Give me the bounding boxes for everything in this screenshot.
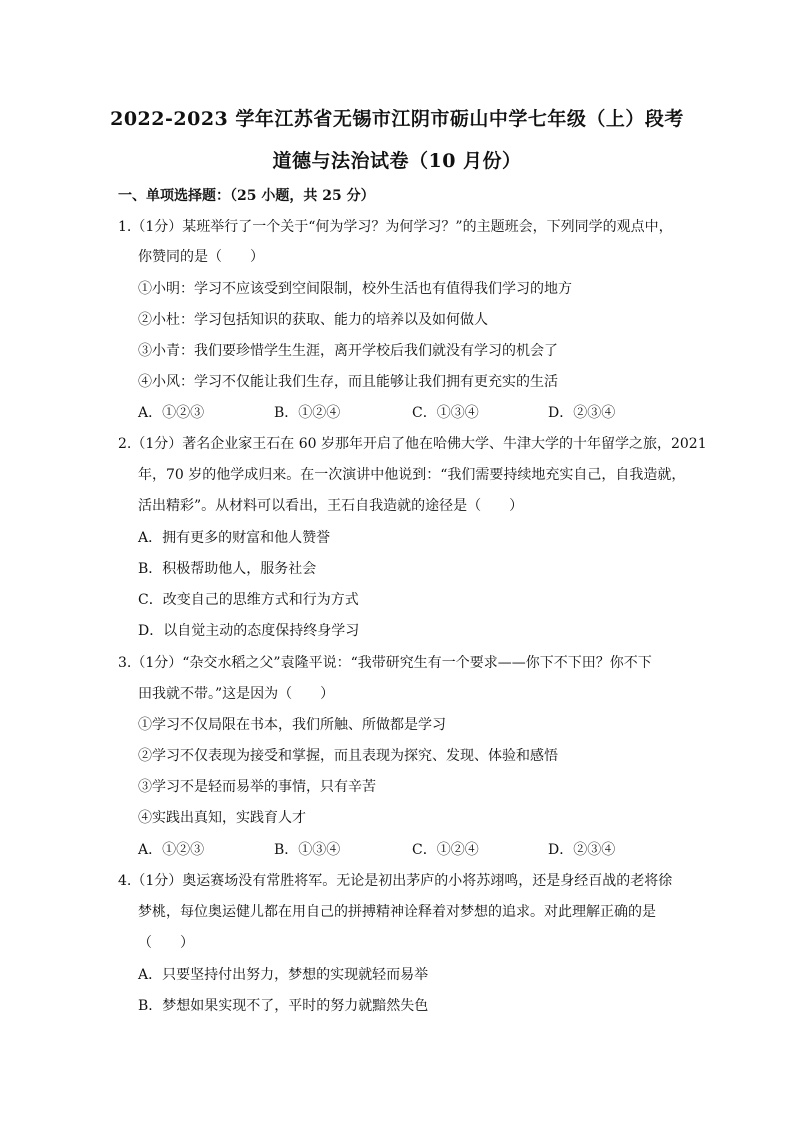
- question-2-stem-cont-1: 年，70 岁的他学成归来。在一次演讲中他说到：“我们需要持续地充实自己，自我造就，: [138, 467, 686, 483]
- exam-title-line2: 道德与法治试卷（10 月份）: [272, 150, 522, 172]
- question-3-option-a: A．①②③: [138, 842, 205, 858]
- question-3-option-b: B．①③④: [274, 842, 341, 858]
- question-3-statement-3: ③学习不是轻而易举的事情，只有辛苦: [138, 779, 376, 795]
- question-1-option-b: B．①②④: [274, 405, 341, 421]
- question-4-stem-cont-1: 梦桃，每位奥运健儿都在用自己的拼搏精神诠释着对梦想的追求。对此理解正确的是: [138, 904, 656, 920]
- question-2-option-c: C．改变自己的思维方式和行为方式: [138, 592, 359, 608]
- question-3-option-c: C．①②④: [412, 842, 479, 858]
- question-4-stem: 4.（1分）奥运赛场没有常胜将军。无论是初出茅庐的小将苏翊鸣，还是身经百战的老将徐: [118, 873, 673, 889]
- question-3-statement-1: ①学习不仅局限在书本，我们所触、所做都是学习: [138, 717, 446, 733]
- question-4-stem-cont-2: （ ）: [138, 935, 194, 951]
- question-1-option-a: A．①②③: [138, 405, 205, 421]
- section-heading: 一、单项选择题：（25 小题，共 25 分）: [118, 188, 375, 204]
- question-1-statement-1: ①小明：学习不应该受到空间限制，校外生活也有值得我们学习的地方: [138, 281, 572, 297]
- exam-title-line1: 2022-2023 学年江苏省无锡市江阴市砺山中学七年级（上）段考: [110, 108, 684, 130]
- question-3-statement-4: ④实践出真知，实践育人才: [138, 810, 306, 826]
- question-2-stem: 2.（1分）著名企业家王石在 60 岁那年开启了他在哈佛大学、牛津大学的十年留学之旅，2021: [118, 436, 707, 452]
- question-2-stem-cont-2: 活出精彩”。从材料可以看出，王石自我造就的途径是（ ）: [138, 498, 524, 514]
- question-4-option-a: A．只要坚持付出努力，梦想的实现就轻而易举: [138, 967, 429, 983]
- question-3-options: [138, 841, 698, 859]
- question-3-option-d: D．②③④: [548, 842, 616, 858]
- question-3-statement-2: ②学习不仅表现为接受和掌握，而且表现为探究、发现、体验和感悟: [138, 748, 558, 764]
- question-1-options: [138, 404, 698, 422]
- question-3-stem-cont: 田我就不带。”这是因为（ ）: [138, 686, 335, 702]
- question-2-option-b: B．积极帮助他人，服务社会: [138, 561, 317, 577]
- question-1-option-d: D．②③④: [548, 405, 616, 421]
- question-1-stem-cont: 你赞同的是（ ）: [138, 249, 264, 265]
- question-1-option-c: C．①③④: [412, 405, 479, 421]
- question-1-stem: 1.（1分）某班举行了一个关于“何为学习？为何学习？”的主题班会，下列同学的观点中，: [118, 219, 673, 235]
- question-1-statement-4: ④小风：学习不仅能让我们生存，而且能够让我们拥有更充实的生活: [138, 374, 558, 390]
- question-1-statement-2: ②小杜：学习包括知识的获取、能力的培养以及如何做人: [138, 312, 488, 328]
- question-1-statement-3: ③小青：我们要珍惜学生生涯，离开学校后我们就没有学习的机会了: [138, 343, 558, 359]
- question-2-option-d: D．以自觉主动的态度保持终身学习: [138, 623, 360, 639]
- question-2-option-a: A．拥有更多的财富和他人赞誉: [138, 530, 331, 546]
- question-3-stem: 3.（1分）“杂交水稻之父”袁隆平说：“我带研究生有一个要求——你下不下田？你不下: [118, 655, 652, 671]
- question-4-option-b: B．梦想如果实现不了，平时的努力就黯然失色: [138, 998, 429, 1014]
